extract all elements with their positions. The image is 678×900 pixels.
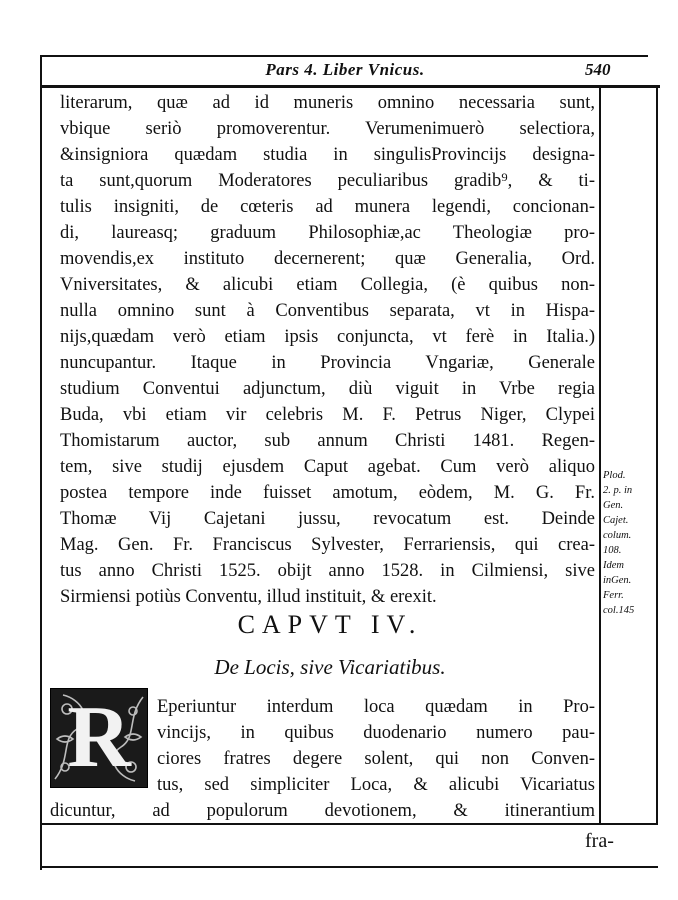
margin-note: colum. <box>603 530 632 541</box>
margin-note: 108. <box>603 545 622 556</box>
body-text-line: studium Conventui adjunctum, diù viguit in Vrbe regia <box>60 379 595 399</box>
chapter-text-line: dicuntur, ad populorum devotionem, & itinerantium <box>50 801 595 821</box>
running-title: Pars 4. Liber Vnicus. <box>265 60 425 79</box>
body-text-line: Sirmiensi potiùs Conventu, illud instituit, & erexit. <box>60 587 437 607</box>
body-text-line: postea tempore inde fuisset amotum, eòdem, M. G. Fr. <box>60 483 595 503</box>
chapter-text-line: vincijs, in quibus duodenario numero pau- <box>157 723 595 743</box>
body-text-line: nijs,quædam verò etiam ipsis conjuncta, vt ferè in Italia.) <box>60 327 595 347</box>
body-text-line: Thomæ Vij Cajetani jussu, revocatum est. Deinde <box>60 509 595 529</box>
frame-right-rule <box>656 88 658 823</box>
page-number: 540 <box>585 60 611 79</box>
margin-note: col.145 <box>603 605 635 616</box>
margin-note: Gen. <box>603 500 624 511</box>
body-text-line: tem, sive studij ejusdem Caput agebat. Cum verò aliquo <box>60 457 595 477</box>
body-text-line: nulla omnino sunt à Conventibus separata, vt in Hispa- <box>60 301 595 321</box>
body-text-line: nuncupantur. Itaque in Provincia Vngariæ, Generale <box>60 353 595 373</box>
margin-note: Cajet. <box>603 515 629 526</box>
body-text-line: movendis,ex instituto decernerent; quæ Generalia, Ord. <box>60 249 595 269</box>
frame-bottom-rule <box>40 866 658 868</box>
body-text-line: di, laureasq; graduum Philosophiæ,ac Theologiæ pro- <box>60 223 595 243</box>
catchword: fra- <box>585 830 614 852</box>
body-text-line: Buda, vbi etiam vir celebris M. F. Petrus Niger, Clypei <box>60 405 595 425</box>
chapter-text-line: ciores fratres degere solent, qui non Conven- <box>157 749 595 769</box>
chapter-subtitle: De Locis, sive Vicariatibus. <box>214 655 446 679</box>
body-text-line: Thomistarum auctor, sub annum Christi 1481. Regen- <box>60 431 595 451</box>
initial-letter: R <box>67 689 131 786</box>
frame-top-rule <box>40 55 648 57</box>
chapter-text-line: tus, sed simpliciter Loca, & alicubi Vicariatus <box>157 775 595 795</box>
margin-note: Idem <box>603 560 624 571</box>
margin-note: Ferr. <box>603 590 624 601</box>
column-divider-rule <box>599 88 601 823</box>
body-text-line: Mag. Gen. Fr. Franciscus Sylvester, Ferrariensis, qui crea- <box>60 535 595 555</box>
header-rule <box>40 85 660 88</box>
body-text-line: tus anno Christi 1525. obijt anno 1528. in Cilmiensi, sive <box>60 561 595 581</box>
margin-note: inGen. <box>603 575 632 586</box>
body-text-line: literarum, quæ ad id muneris omnino necessaria sunt, <box>60 93 595 113</box>
decorated-initial <box>50 688 148 788</box>
margin-note: 2. p. in <box>603 485 633 496</box>
body-text-line: tulis insigniti, de cœteris ad munera legendi, concionan- <box>60 197 595 217</box>
body-text-line: Vniversitates, & alicubi etiam Collegia, (è quibus non- <box>60 275 595 295</box>
body-text-line: vbique seriò promoverentur. Verumenimuerò selectiora, <box>60 119 595 139</box>
body-text-line: &insigniora quædam studia in singulisProvincijs designa- <box>60 145 595 165</box>
chapter-title: CAPVT IV. <box>237 610 423 639</box>
body-text-line: ta sunt,quorum Moderatores peculiaribus gradib⁹, & ti- <box>60 171 595 191</box>
margin-note: Plod. <box>603 470 626 481</box>
chapter-text-line: Eperiuntur interdum loca quædam in Pro- <box>157 697 595 717</box>
frame-left-rule <box>40 55 42 870</box>
